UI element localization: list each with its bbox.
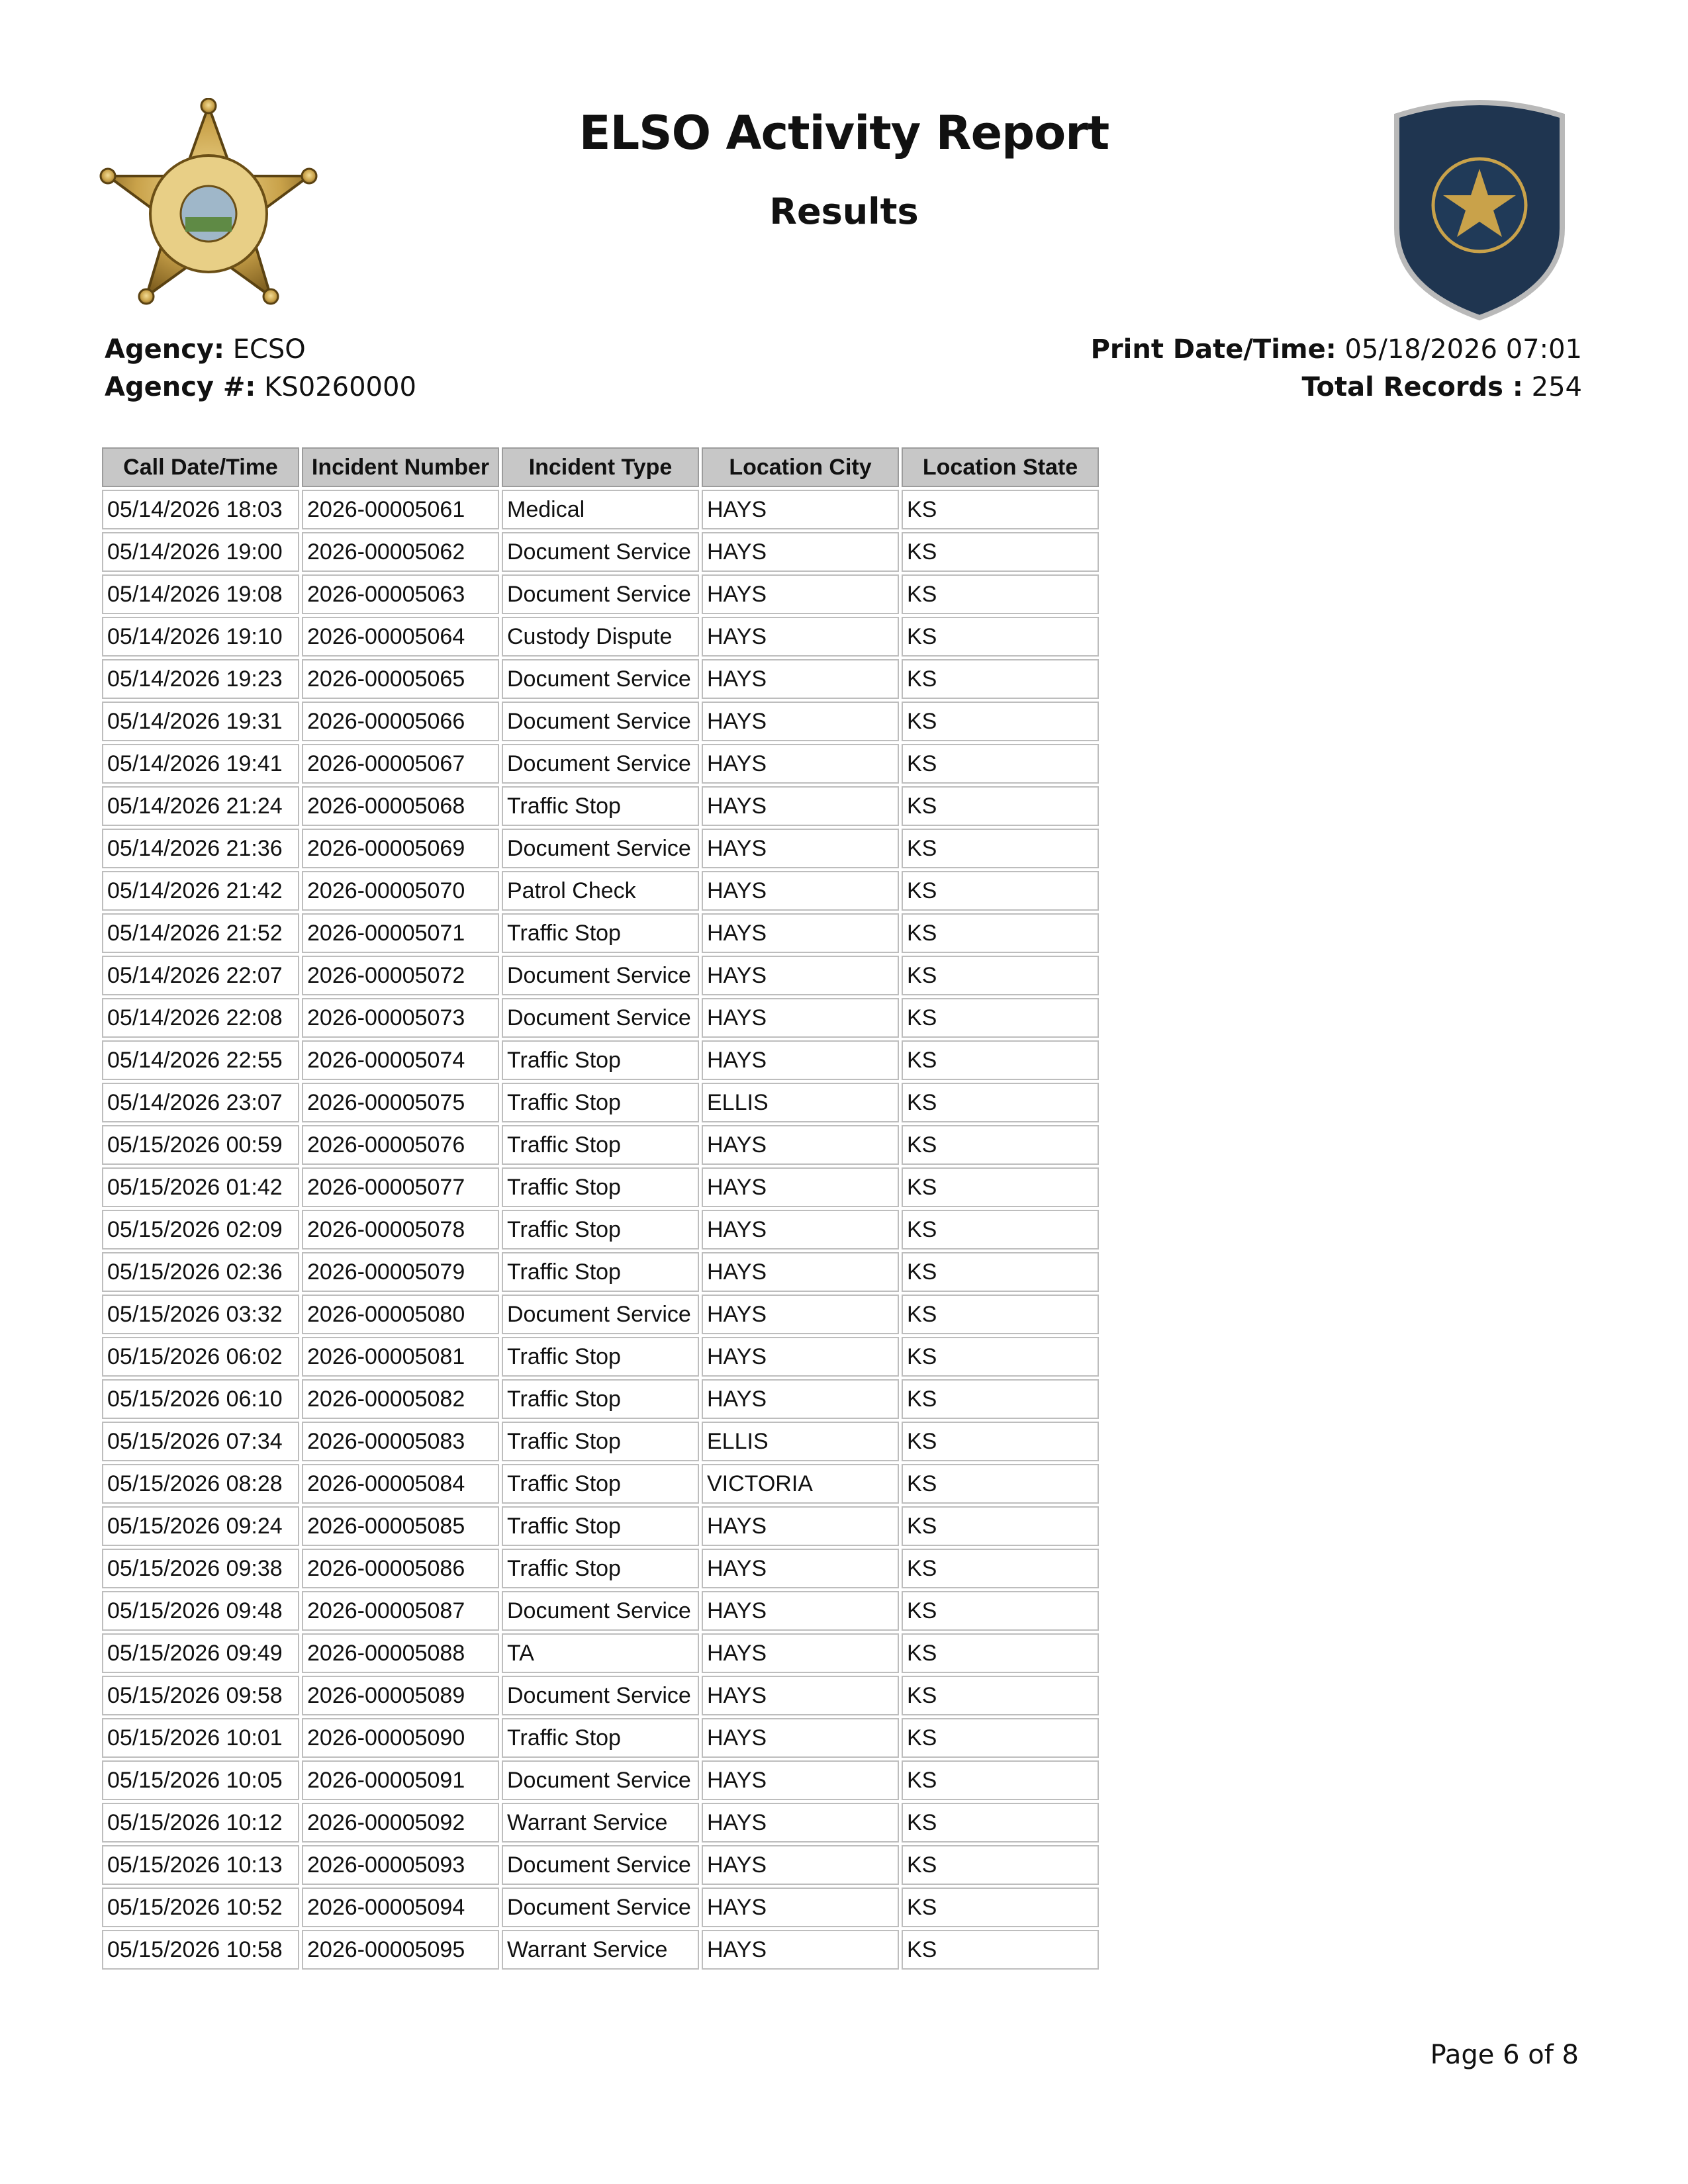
table-row [102,1422,1099,1461]
table-row [102,1506,1099,1546]
table-cell: Document Service [502,702,699,741]
table-cell: HAYS [702,871,899,911]
table-cell: 05/15/2026 00:59 [102,1125,299,1165]
table-cell: KS [902,1464,1099,1504]
table-cell: HAYS [702,1252,899,1292]
table-header-row [102,447,1099,487]
table-cell: 05/14/2026 22:07 [102,956,299,995]
table-cell: Traffic Stop [502,1337,699,1377]
table-cell: Traffic Stop [502,1252,699,1292]
table-cell: 05/15/2026 01:42 [102,1167,299,1207]
agency-number-row [105,369,416,406]
table-cell: ELLIS [702,1422,899,1461]
table-cell: 2026-00005069 [302,829,499,868]
table-cell: KS [902,956,1099,995]
table-cell: Document Service [502,744,699,784]
table-cell: HAYS [702,532,899,572]
table-cell: KS [902,913,1099,953]
table-cell: 2026-00005081 [302,1337,499,1377]
agency-value: ECSO [232,334,306,365]
table-row [102,1464,1099,1504]
table-cell: 2026-00005067 [302,744,499,784]
total-records-label: Total Records : [1301,372,1523,402]
table-cell: KS [902,829,1099,868]
table-cell: 2026-00005086 [302,1549,499,1588]
table-cell: 2026-00005082 [302,1379,499,1419]
table-cell: 05/15/2026 10:52 [102,1888,299,1927]
table-row [102,829,1099,868]
table-cell: HAYS [702,1888,899,1927]
table-cell: 05/14/2026 19:41 [102,744,299,784]
table-row [102,1379,1099,1419]
table-row [102,1167,1099,1207]
table-cell: KS [902,1252,1099,1292]
table-cell: Traffic Stop [502,1125,699,1165]
table-cell: TA [502,1633,699,1673]
table-cell: KS [902,1803,1099,1843]
table-cell: 2026-00005063 [302,574,499,614]
table-row [102,1591,1099,1631]
table-cell: HAYS [702,1506,899,1546]
table-cell: HAYS [702,1549,899,1588]
table-cell: HAYS [702,786,899,826]
table-row [102,1633,1099,1673]
table-row [102,1718,1099,1758]
table-cell: 2026-00005092 [302,1803,499,1843]
table-cell: HAYS [702,956,899,995]
table-cell: 2026-00005066 [302,702,499,741]
table-cell: Traffic Stop [502,1718,699,1758]
table-cell: 2026-00005070 [302,871,499,911]
table-cell: HAYS [702,1803,899,1843]
table-cell: 05/15/2026 08:28 [102,1464,299,1504]
table-cell: 2026-00005068 [302,786,499,826]
table-cell: 2026-00005072 [302,956,499,995]
table-cell: KS [902,1676,1099,1715]
table-cell: KS [902,871,1099,911]
table-cell: KS [902,1930,1099,1970]
table-cell: Document Service [502,829,699,868]
table-cell: 05/14/2026 23:07 [102,1083,299,1122]
table-body [102,490,1099,1970]
report-subtitle: Results [769,191,919,232]
table-cell: HAYS [702,1930,899,1970]
table-cell: KS [902,490,1099,529]
table-cell: HAYS [702,1760,899,1800]
table-cell: 05/14/2026 21:36 [102,829,299,868]
table-cell: Patrol Check [502,871,699,911]
table-cell: HAYS [702,1337,899,1377]
agency-row [105,331,416,369]
table-cell: KS [902,532,1099,572]
table-cell: HAYS [702,998,899,1038]
table-cell: Traffic Stop [502,1167,699,1207]
table-row [102,532,1099,572]
table-row [102,1040,1099,1080]
table-cell: KS [902,574,1099,614]
table-row [102,1337,1099,1377]
table-cell: KS [902,1506,1099,1546]
table-cell: 2026-00005083 [302,1422,499,1461]
table-cell: KS [902,617,1099,657]
table-cell: 2026-00005076 [302,1125,499,1165]
table-row [102,998,1099,1038]
table-cell: Warrant Service [502,1803,699,1843]
table-row [102,1252,1099,1292]
table-cell: 05/14/2026 19:08 [102,574,299,614]
table-cell: KS [902,1760,1099,1800]
agency-info [105,331,416,406]
table-cell: HAYS [702,1845,899,1885]
table-row [102,1295,1099,1334]
table-cell: KS [902,1379,1099,1419]
total-records-value: 254 [1531,372,1582,402]
table-row [102,1083,1099,1122]
column-header: Call Date/Time [102,447,299,487]
table-cell: 05/14/2026 19:23 [102,659,299,699]
table-cell: Document Service [502,574,699,614]
table-row [102,871,1099,911]
table-cell: HAYS [702,744,899,784]
table-cell: KS [902,659,1099,699]
table-cell: 2026-00005075 [302,1083,499,1122]
table-cell: 05/14/2026 21:52 [102,913,299,953]
agency-label: Agency: [105,334,224,365]
table-cell: KS [902,1549,1099,1588]
table-cell: 2026-00005084 [302,1464,499,1504]
table-cell: 05/14/2026 21:42 [102,871,299,911]
table-cell: Document Service [502,1295,699,1334]
table-row [102,702,1099,741]
table-cell: 05/15/2026 10:13 [102,1845,299,1885]
table-cell: 2026-00005091 [302,1760,499,1800]
table-cell: 05/15/2026 02:36 [102,1252,299,1292]
table-cell: KS [902,1040,1099,1080]
table-cell: Traffic Stop [502,1422,699,1461]
table-cell: 05/15/2026 03:32 [102,1295,299,1334]
table-cell: 2026-00005062 [302,532,499,572]
table-cell: 2026-00005095 [302,1930,499,1970]
table-cell: 05/15/2026 07:34 [102,1422,299,1461]
table-cell: HAYS [702,617,899,657]
table-cell: KS [902,1718,1099,1758]
table-cell: KS [902,1845,1099,1885]
table-cell: Traffic Stop [502,1210,699,1250]
table-cell: 2026-00005078 [302,1210,499,1250]
table-cell: 2026-00005073 [302,998,499,1038]
table-cell: 05/15/2026 09:48 [102,1591,299,1631]
table-cell: 05/15/2026 09:49 [102,1633,299,1673]
table-cell: Document Service [502,1888,699,1927]
table-cell: HAYS [702,1379,899,1419]
agency-number-label: Agency #: [105,372,256,402]
activity-table [99,445,1102,1972]
table-cell: Document Service [502,1760,699,1800]
table-row [102,786,1099,826]
table-cell: 05/15/2026 10:01 [102,1718,299,1758]
table-row [102,1760,1099,1800]
table-cell: 2026-00005093 [302,1845,499,1885]
table-cell: Traffic Stop [502,1506,699,1546]
table-cell: 2026-00005088 [302,1633,499,1673]
table-cell: Traffic Stop [502,1040,699,1080]
table-cell: 05/15/2026 10:05 [102,1760,299,1800]
table-cell: 05/14/2026 19:31 [102,702,299,741]
table-row [102,1845,1099,1885]
table-cell: Document Service [502,956,699,995]
table-cell: KS [902,998,1099,1038]
table-cell: Document Service [502,998,699,1038]
column-header: Incident Type [502,447,699,487]
table-cell: 05/15/2026 02:09 [102,1210,299,1250]
table-cell: HAYS [702,702,899,741]
table-cell: 05/15/2026 10:12 [102,1803,299,1843]
table-cell: KS [902,1083,1099,1122]
table-cell: HAYS [702,1167,899,1207]
total-records-row [1091,369,1582,406]
table-cell: Traffic Stop [502,913,699,953]
table-cell: KS [902,1633,1099,1673]
table-row [102,659,1099,699]
table-cell: KS [902,1422,1099,1461]
table-row [102,1125,1099,1165]
table-cell: 05/14/2026 19:10 [102,617,299,657]
table-cell: KS [902,1210,1099,1250]
table-cell: KS [902,1295,1099,1334]
table-cell: 2026-00005090 [302,1718,499,1758]
table-cell: 05/15/2026 10:58 [102,1930,299,1970]
table-cell: ELLIS [702,1083,899,1122]
table-cell: 2026-00005089 [302,1676,499,1715]
table-cell: 2026-00005074 [302,1040,499,1080]
table-cell: 2026-00005077 [302,1167,499,1207]
table-cell: 2026-00005079 [302,1252,499,1292]
table-cell: HAYS [702,659,899,699]
column-header: Incident Number [302,447,499,487]
table-cell: HAYS [702,829,899,868]
table-cell: 05/15/2026 06:10 [102,1379,299,1419]
table-row [102,1888,1099,1927]
table-row [102,1930,1099,1970]
table-cell: KS [902,1125,1099,1165]
table-cell: KS [902,1591,1099,1631]
table-cell: 05/15/2026 06:02 [102,1337,299,1377]
table-cell: 05/14/2026 19:00 [102,532,299,572]
table-cell: 05/15/2026 09:38 [102,1549,299,1588]
table-cell: HAYS [702,1210,899,1250]
table-cell: 05/14/2026 22:55 [102,1040,299,1080]
table-cell: Document Service [502,1676,699,1715]
table-cell: KS [902,1337,1099,1377]
table-cell: 2026-00005087 [302,1591,499,1631]
print-datetime-value: 05/18/2026 07:01 [1344,334,1582,365]
table-cell: HAYS [702,1676,899,1715]
table-cell: 2026-00005065 [302,659,499,699]
print-datetime-label: Print Date/Time: [1090,334,1336,365]
table-cell: 05/14/2026 21:24 [102,786,299,826]
table-cell: KS [902,744,1099,784]
table-cell: KS [902,1167,1099,1207]
table-cell: HAYS [702,913,899,953]
agency-number-value: KS0260000 [264,372,416,402]
table-cell: Warrant Service [502,1930,699,1970]
table-cell: HAYS [702,1295,899,1334]
table-cell: HAYS [702,574,899,614]
table-cell: Document Service [502,659,699,699]
column-header: Location City [702,447,899,487]
table-row [102,1210,1099,1250]
table-cell: 05/14/2026 18:03 [102,490,299,529]
table-cell: HAYS [702,1125,899,1165]
table-cell: 05/15/2026 09:58 [102,1676,299,1715]
table-cell: KS [902,786,1099,826]
table-cell: Traffic Stop [502,1083,699,1122]
table-row [102,1676,1099,1715]
table-row [102,913,1099,953]
table-cell: 2026-00005064 [302,617,499,657]
table-cell: KS [902,1888,1099,1927]
table-cell: HAYS [702,1040,899,1080]
report-title: ELSO Activity Report [579,106,1109,160]
table-cell: 2026-00005085 [302,1506,499,1546]
table-cell: Traffic Stop [502,1379,699,1419]
print-info [1091,331,1582,406]
table-cell: Document Service [502,532,699,572]
table-cell: HAYS [702,1718,899,1758]
table-cell: Custody Dispute [502,617,699,657]
column-header: Location State [902,447,1099,487]
table-cell: Traffic Stop [502,786,699,826]
table-cell: Document Service [502,1591,699,1631]
table-cell: 2026-00005080 [302,1295,499,1334]
table-cell: Medical [502,490,699,529]
table-row [102,1803,1099,1843]
table-cell: 2026-00005094 [302,1888,499,1927]
table-row [102,490,1099,529]
table-row [102,617,1099,657]
print-datetime-row [1091,331,1582,369]
table-cell: Document Service [502,1845,699,1885]
table-row [102,1549,1099,1588]
table-cell: 05/15/2026 09:24 [102,1506,299,1546]
table-row [102,956,1099,995]
page-number: Page 6 of 8 [1430,2040,1579,2070]
table-cell: VICTORIA [702,1464,899,1504]
table-cell: HAYS [702,1591,899,1631]
table-cell: HAYS [702,1633,899,1673]
table-row [102,574,1099,614]
table-cell: 05/14/2026 22:08 [102,998,299,1038]
table-cell: Traffic Stop [502,1549,699,1588]
table-cell: 2026-00005061 [302,490,499,529]
table-cell: HAYS [702,490,899,529]
table-cell: KS [902,702,1099,741]
table-cell: Traffic Stop [502,1464,699,1504]
table-row [102,744,1099,784]
table-cell: 2026-00005071 [302,913,499,953]
